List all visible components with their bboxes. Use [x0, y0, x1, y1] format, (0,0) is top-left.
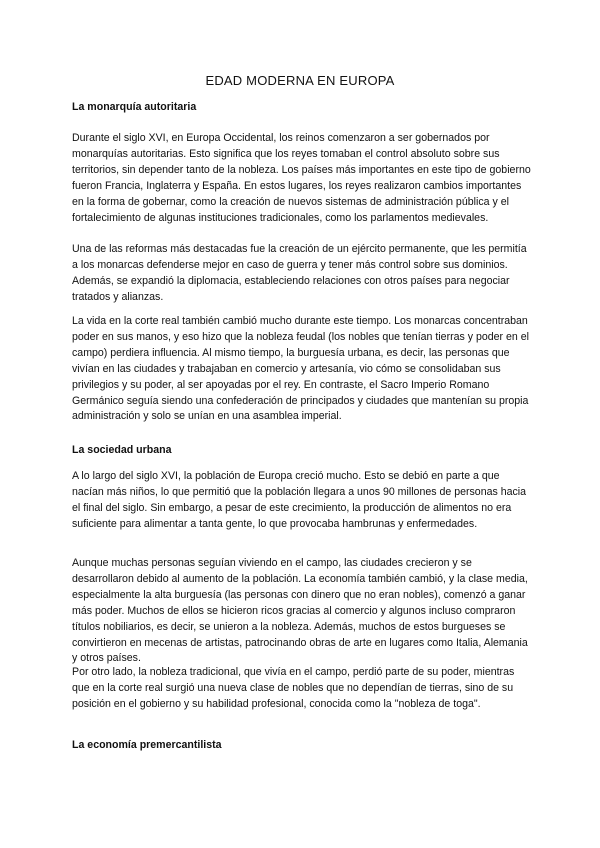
paragraph: La vida en la corte real también cambió mucho durante este tiempo. Los monarcas concentraban poder en sus manos, y eso hizo que la nobleza feudal (los nobles que tenían tierras y poder en el campo) perdiera influencia. Al mismo tiempo, la burguesía urbana, es decir, las personas que vivían en las ciudades y trabajaban en comercio y artesanía, vio cómo se consolidaban sus privilegios y su poder, al ser apoyadas por el rey. En contraste, el Sacro Imperio Romano Germánico seguía siendo una confederación de principados y ciudades que mantenían su propia administración y solo se unían en una asamblea imperial.: [72, 315, 530, 423]
paragraph: A lo largo del siglo XVI, la población de Europa creció mucho. Esto se debió en parte a que nacían más niños, lo que permitió que la población llegara a unos 90 millones de personas hacia el final del siglo. Sin embargo, a pesar de este crecimiento, la producción de alimentos no era suficiente para alimentar a tanta gente, lo que provocaba hambrunas y enfermedades.: [72, 470, 527, 530]
paragraph: Durante el siglo XVI, en Europa Occidental, los reinos comenzaron a ser gobernados por monarquías autoritarias. Esto significa que los reyes tomaban el control absoluto sobre sus territorios, sin depender tanto de la nobleza. Los países más importantes en este tipo de gobierno fueron Francia, Inglaterra y España. En estos lugares, los reyes realizaron cambios importantes en la forma de gobernar, como la creación de nuevos sistemas de administración pública y el fortalecimiento de algunas instituciones tradicionales, como los parlamentos medievales.: [72, 132, 531, 224]
section-heading-sociedad: La sociedad urbana: [72, 444, 172, 456]
page-title: EDAD MODERNA EN EUROPA: [205, 73, 395, 88]
section-heading-monarquia: La monarquía autoritaria: [72, 101, 197, 113]
paragraph: Por otro lado, la nobleza tradicional, que vivía en el campo, perdió parte de su poder, mientras que en la corte real surgió una nueva clase de nobles que no dependían de tierras, sino de su posición en el gobierno y su habilidad profesional, conocida como la "nobleza de toga".: [72, 666, 515, 710]
section-heading-economia: La economía premercantilista: [72, 739, 222, 751]
paragraph: Aunque muchas personas seguían viviendo en el campo, las ciudades crecieron y se desarrollaron debido al aumento de la población. La economía también cambió, y la clase media, especialmente la alta burguesía (las personas con dinero que no eran nobles), comenzó a ganar más poder. Muchos de ellos se hicieron ricos gracias al comercio y algunos incluso compraron títulos nobiliarios, es decir, se unieron a la nobleza. Además, muchos de estos burgueses se convirtieron en mecenas de artistas, patrocinando obras de arte en lugares como Italia, Alemania y otros países.: [72, 557, 528, 665]
paragraph: Una de las reformas más destacadas fue la creación de un ejército permanente, que les permitía a los monarcas defenderse mejor en caso de guerra y tener más control sobre sus dominios. Además, se expandió la diplomacia, estableciendo relaciones con otros países para negociar tratados y alianzas.: [72, 243, 527, 303]
